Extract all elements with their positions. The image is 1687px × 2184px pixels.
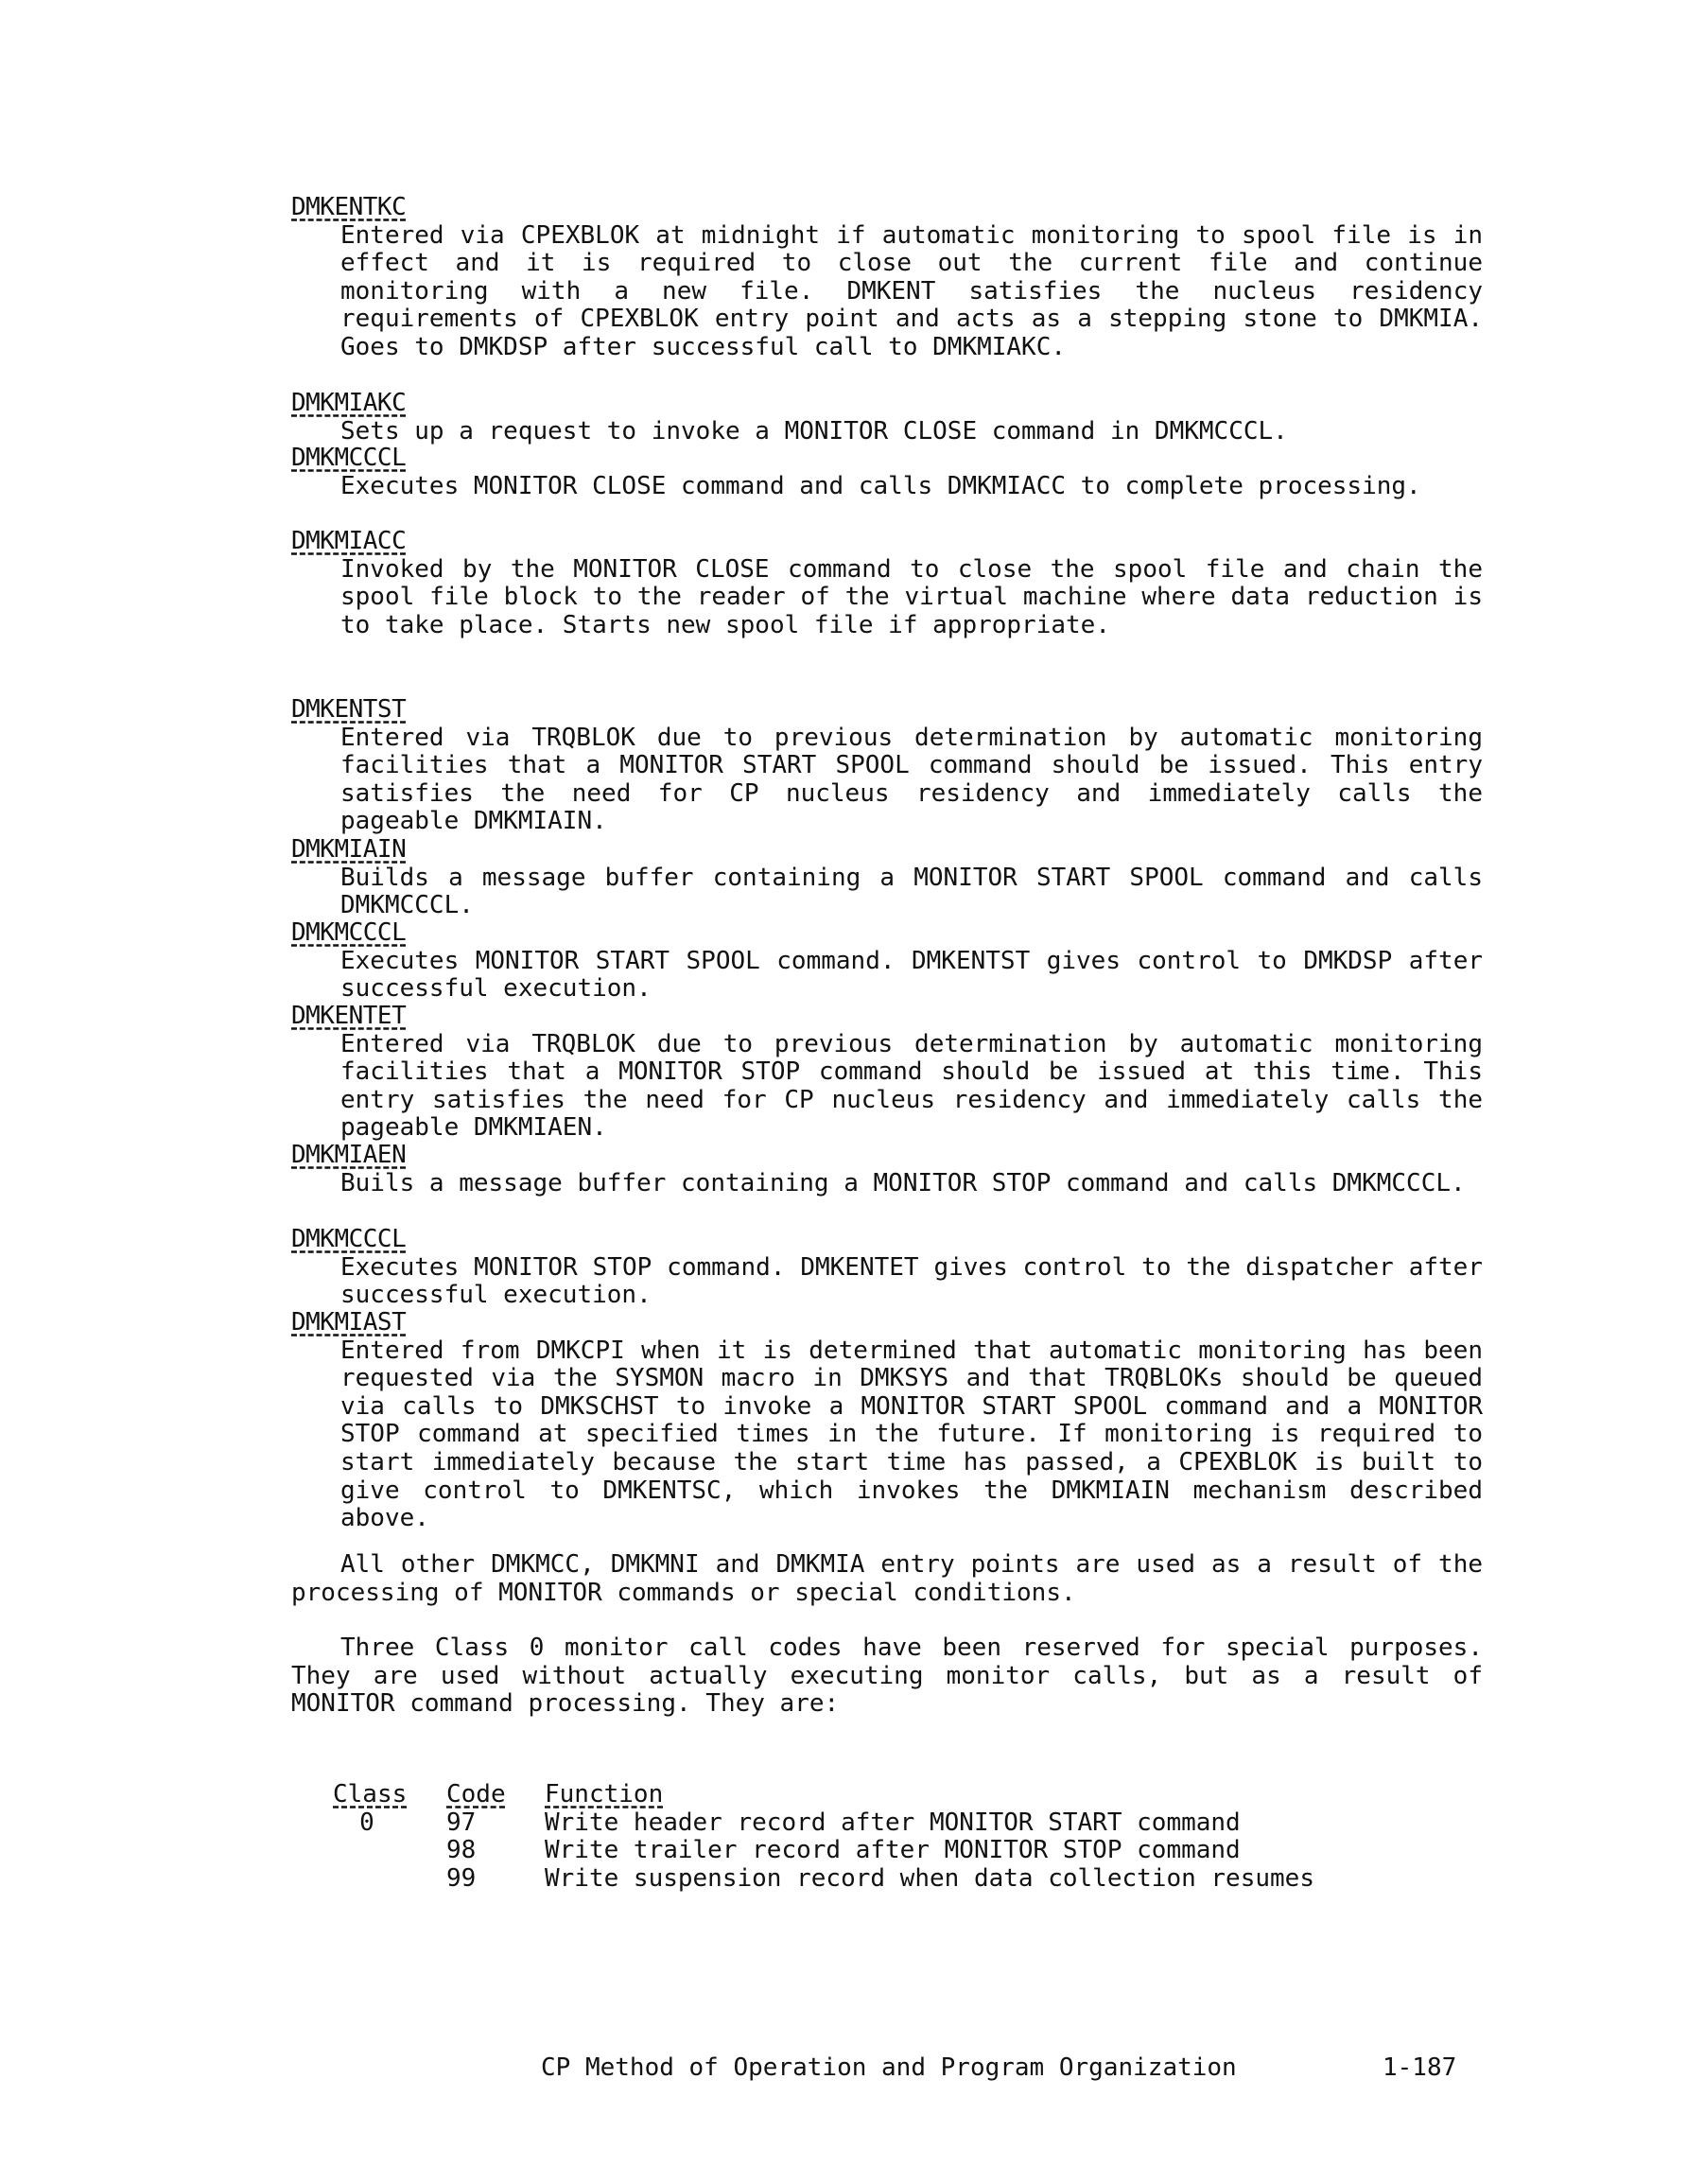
entry-name: DMKENTST (291, 695, 407, 724)
entry-description: Entered via TRQBLOK due to previous determination by automatic monitoring facilities that a MONITOR START SPOOL command should be issued. This entry satisfies the need for CP nucleus residency and immediately calls the pageable DMKMIAIN. (340, 723, 1483, 836)
entry-block (291, 528, 1483, 639)
class-cell: 0 (359, 1808, 374, 1837)
code-cell: 99 (446, 1863, 477, 1893)
table-row (333, 1809, 1314, 1838)
entry-name: DMKMIAST (291, 1308, 407, 1337)
entry-name: DMKMIAKC (291, 389, 407, 417)
entry-description: Sets up a request to invoke a MONITOR CLOSE command in DMKMCCCL. (340, 416, 1288, 446)
entry-description: Builds a message buffer containing a MONITOR START SPOOL command and calls DMKMCCCL. (340, 863, 1483, 920)
code-cell: 98 (446, 1836, 477, 1865)
entry-description: Invoked by the MONITOR CLOSE command to close the spool file and chain the spool file block to the reader of the virtual machine where data reduction is to take place. Starts new spool file if appropriate. (340, 554, 1483, 639)
page-number: 1-187 (1383, 2053, 1457, 2082)
entry-description: Buils a message buffer containing a MONITOR STOP command and calls DMKMCCCL. (340, 1168, 1466, 1197)
entry-name: DMKENTET (291, 1002, 407, 1030)
entry-name: DMKENTKC (291, 193, 407, 221)
class-cell (333, 1865, 446, 1894)
entry-block (291, 1226, 1483, 1310)
code-cell: 97 (446, 1808, 477, 1837)
table-row (333, 1837, 1314, 1865)
class-cell (333, 1837, 446, 1865)
entry-block (291, 696, 1483, 836)
entry-block (291, 445, 1483, 500)
column-header-function: Function (545, 1780, 664, 1808)
entry-block (291, 836, 1483, 920)
entry-description: Entered via TRQBLOK due to previous determination by automatic monitoring facilities that a MONITOR STOP command should be issued at this time. This entry satisfies the need for CP nucleus residency and immediately calls the pageable DMKMIAEN. (340, 1029, 1483, 1143)
entry-name: DMKMCCCL (291, 918, 407, 947)
entry-name: DMKMIACC (291, 527, 407, 555)
entry-block (291, 1003, 1483, 1143)
entry-block (291, 919, 1483, 1004)
entry-name: DMKMCCCL (291, 1225, 407, 1253)
entry-description: Entered from DMKCPI when it is determined that automatic monitoring has been requested via the SYSMON macro in DMKSYS and that TRQBLOKs should be queued via calls to DMKSCHST to invoke a MONITOR START SPOOL command and a MONITOR STOP command at specified times in the future. If monitoring is required to start immediately because the start time has passed, a CPEXBLOK is built to give control to DMKENTSC, which invokes the DMKMIAIN mechanism described above. (340, 1336, 1483, 1533)
footer-title: CP Method of Operation and Program Organization (541, 2053, 1237, 2082)
table-row (333, 1865, 1314, 1894)
entry-block (291, 1142, 1483, 1197)
body-paragraph: All other DMKMCC, DMKMNI and DMKMIA entry points are used as a result of the processing of MONITOR commands or special conditions. (291, 1550, 1483, 1607)
entry-name: DMKMCCCL (291, 444, 407, 472)
entry-description: Executes MONITOR START SPOOL command. DMKENTST gives control to DMKDSP after successful execution. (340, 946, 1483, 1004)
entry-name: DMKMIAIN (291, 835, 407, 864)
entry-name: DMKMIAEN (291, 1141, 407, 1169)
monitor-code-table (333, 1781, 1314, 1893)
entry-description: Entered via CPEXBLOK at midnight if automatic monitoring to spool file is in effect and it is required to close out the current file and continue monitoring with a new file. DMKENT satisfies the nucleus residency requirements of CPEXBLOK entry point and acts as a stepping stone to DMKMIA. Goes to DMKDSP after successful call to DMKMIAKC. (340, 220, 1483, 361)
entry-block (291, 1309, 1483, 1533)
table-header-row (333, 1781, 1314, 1809)
entry-description: Executes MONITOR CLOSE command and calls DMKMIACC to complete processing. (340, 471, 1421, 500)
column-header-code: Code (446, 1780, 506, 1808)
column-header-class: Class (333, 1780, 408, 1808)
function-cell: Write suspension record when data collection resumes (545, 1863, 1314, 1893)
function-cell: Write trailer record after MONITOR STOP command (545, 1836, 1241, 1865)
entry-block (291, 390, 1483, 446)
body-paragraph: Three Class 0 monitor call codes have been reserved for special purposes. They are used without actually executing monitor calls, but as a result of MONITOR command processing. They are: (291, 1634, 1483, 1719)
entry-block (291, 194, 1483, 362)
function-cell: Write header record after MONITOR START command (545, 1808, 1241, 1837)
entry-description: Executes MONITOR STOP command. DMKENTET gives control to the dispatcher after successful execution. (340, 1252, 1483, 1310)
